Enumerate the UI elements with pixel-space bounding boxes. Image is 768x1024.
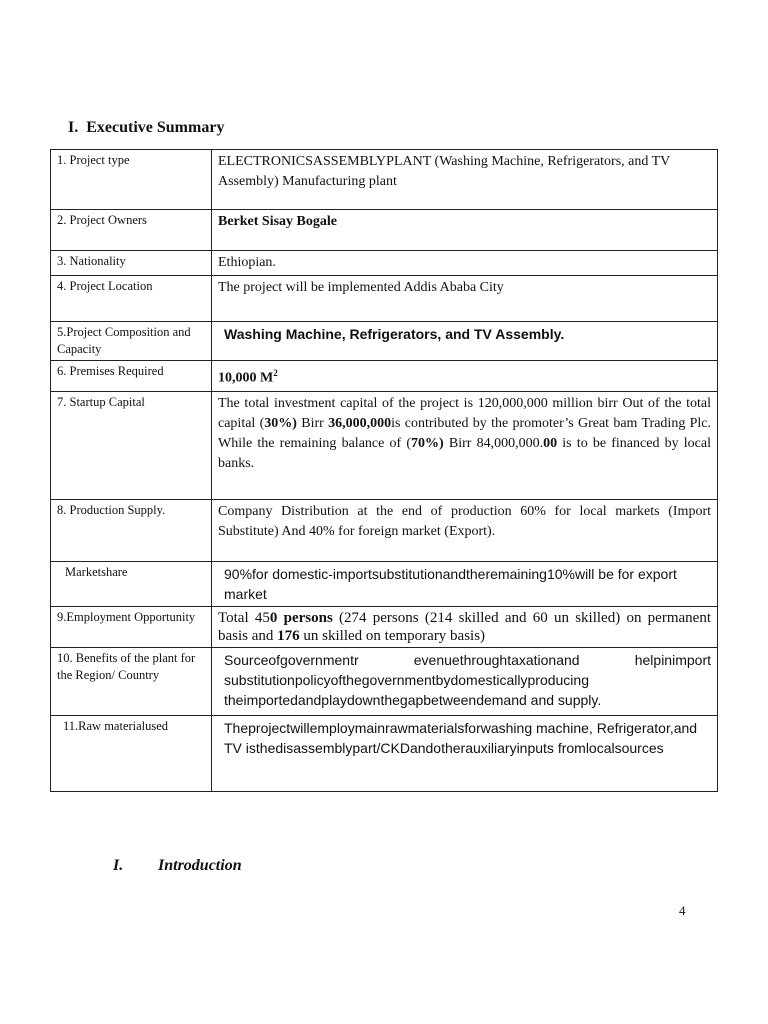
row-value: Total 450 persons (274 persons (214 skilled and 60 un skilled) on permanent basis and 176 un skilled on temporary basis) xyxy=(212,606,718,647)
row-label: Marketshare xyxy=(51,561,212,606)
row-value: The project will be implemented Addis Ababa City xyxy=(212,276,718,322)
table-row xyxy=(51,322,718,361)
introduction-number: I. xyxy=(113,857,124,874)
table-row xyxy=(51,210,718,251)
row-label: 10. Benefits of the plant for the Region/ Country xyxy=(51,647,212,715)
section-title: Executive Summary xyxy=(86,119,225,136)
row-value: Washing Machine, Refrigerators, and TV Assembly. xyxy=(212,322,718,361)
row-label: 9.Employment Opportunity xyxy=(51,606,212,647)
section-heading xyxy=(68,119,224,137)
introduction-title: Introduction xyxy=(158,857,242,874)
table-row xyxy=(51,606,718,647)
row-label: 6. Premises Required xyxy=(51,361,212,392)
row-label: 1. Project type xyxy=(51,150,212,210)
table-row xyxy=(51,715,718,791)
table-row xyxy=(51,276,718,322)
row-value: ELECTRONICSASSEMBLYPLANT (Washing Machine, Refrigerators, and TV Assembly) Manufacturing plant xyxy=(212,150,718,210)
row-label: 3. Nationality xyxy=(51,251,212,276)
introduction-heading xyxy=(113,857,242,875)
row-label: 7. Startup Capital xyxy=(51,391,212,499)
page-number: 4 xyxy=(679,903,686,918)
table-row xyxy=(51,647,718,715)
executive-summary-table xyxy=(50,149,718,792)
row-label: 11.Raw materialused xyxy=(51,715,212,791)
table-row xyxy=(51,150,718,210)
row-value: Theprojectwillemploymainrawmaterialsforwashing machine, Refrigerator,and TV isthedisassemblypart/CKDandotherauxiliaryinputs fromlocalsources xyxy=(212,715,718,791)
row-label: 8. Production Supply. xyxy=(51,499,212,561)
row-label: 4. Project Location xyxy=(51,276,212,322)
table-row xyxy=(51,391,718,499)
row-value: 90%for domestic-importsubstitutionandtheremaining10%will be for export market xyxy=(212,561,718,606)
table-row xyxy=(51,361,718,392)
table-row xyxy=(51,251,718,276)
table-row xyxy=(51,499,718,561)
row-value: 10,000 $M^2$ xyxy=(212,361,718,392)
section-number: I. xyxy=(68,119,79,136)
row-value: The total investment capital of the project is 120,000,000 million birr Out of the total capital (30%) Birr 36,000,000is contributed by the promoter’s Great bam Trading Plc. While the remaining balance of (70%) Birr 84,000,000.00 is to be financed by local banks. xyxy=(212,391,718,499)
row-label: 5.Project Composition and Capacity xyxy=(51,322,212,361)
row-value: Ethiopian. xyxy=(212,251,718,276)
row-value: Berket Sisay Bogale xyxy=(212,210,718,251)
row-value: Sourceofgovernmentr evenuethroughtaxationand helpinimport substitutionpolicyofthegovernmentbydomesticallyproducing theimportedandplaydownthegapbetweendemand and supply. xyxy=(212,647,718,715)
table-row xyxy=(51,561,718,606)
row-value: Company Distribution at the end of production 60% for local markets (Import Substitute) And 40% for foreign market (Export). xyxy=(212,499,718,561)
row-label: 2. Project Owners xyxy=(51,210,212,251)
